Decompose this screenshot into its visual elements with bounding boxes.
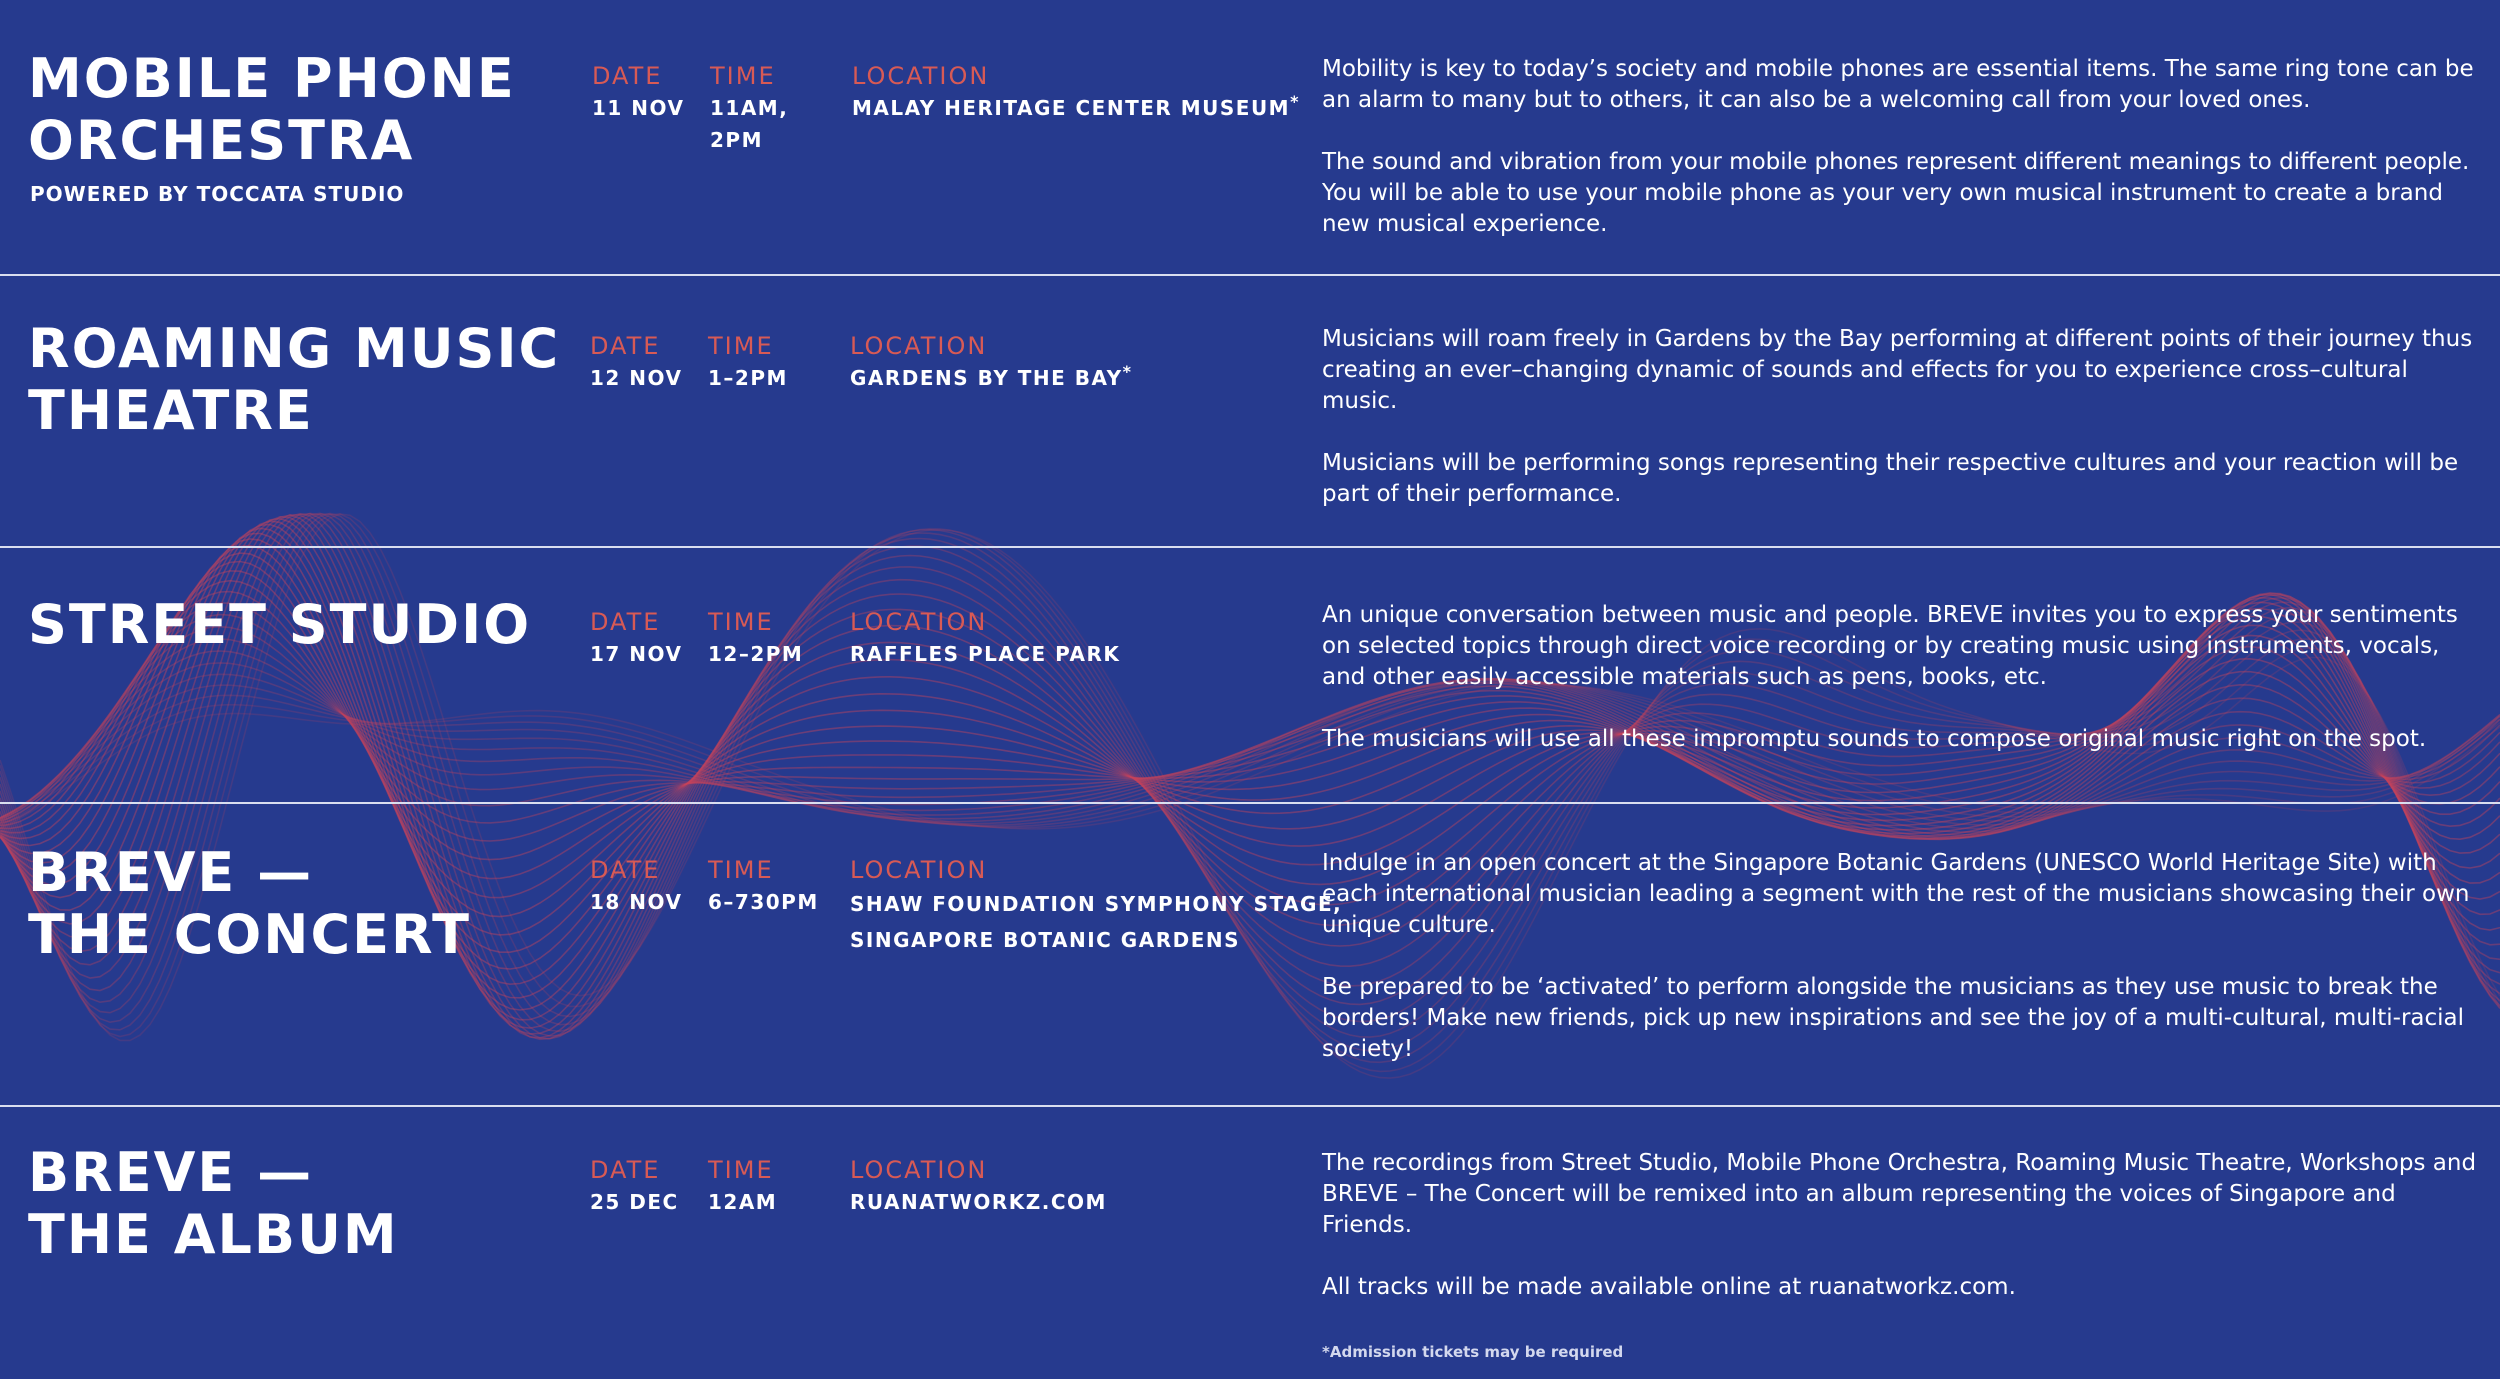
- location-label: LOCATION: [850, 332, 988, 360]
- event-location-line: SINGAPORE BOTANIC GARDENS: [850, 928, 1240, 952]
- event-title-line: STREET STUDIO: [28, 593, 532, 656]
- description-paragraph: Musicians will be performing songs representing their respective cultures and your reaction will be part of their performance.: [1322, 450, 2459, 507]
- time-label: TIME: [708, 332, 774, 360]
- event-description: [1322, 600, 2482, 786]
- event-location-line: RAFFLES PLACE PARK: [850, 642, 1121, 666]
- time-label: TIME: [708, 608, 774, 636]
- event-time-line: 12–2PM: [708, 642, 804, 666]
- event-title-line: BREVE —: [28, 1141, 314, 1204]
- event-location-line: MALAY HERITAGE CENTER MUSEUM: [852, 96, 1291, 120]
- event-location-line: GARDENS BY THE BAY: [850, 366, 1123, 390]
- event-title-line: THE ALBUM: [28, 1203, 399, 1266]
- event-title: [28, 1142, 399, 1266]
- date-label: DATE: [592, 62, 663, 90]
- event-description: [1322, 324, 2482, 541]
- event-location: [850, 1186, 1107, 1218]
- event-time: [710, 92, 788, 156]
- event-time-line: 2PM: [710, 128, 763, 152]
- description-paragraph: All tracks will be made available online at ruanatworkz.com.: [1322, 1274, 2016, 1300]
- date-label: DATE: [590, 608, 661, 636]
- event-title-line: THEATRE: [28, 379, 314, 442]
- event-title-line: THE CONCERT: [28, 903, 471, 966]
- description-paragraph: Be prepared to be ‘activated’ to perform alongside the musicians as they use music to break the borders! Make new friends, pick up new inspirations and see the joy of a multi-cultural, multi-racial society!: [1322, 974, 2465, 1062]
- event-title: [28, 48, 516, 172]
- event-date: 12 NOV: [590, 366, 683, 390]
- time-label: TIME: [708, 1156, 774, 1184]
- description-paragraph: Musicians will roam freely in Gardens by the Bay performing at different points of their journey thus creating an ever–changing dynamic of sounds and effects for you to experience cross–cultural music.: [1322, 326, 2473, 414]
- event-location: [850, 886, 1342, 958]
- admission-footnote: *Admission tickets may be required: [1322, 1343, 1624, 1361]
- event-title-line: BREVE —: [28, 841, 314, 904]
- event-time: [708, 638, 803, 670]
- divider: [0, 802, 2500, 804]
- event-location-line: SHAW FOUNDATION SYMPHONY STAGE,: [850, 892, 1343, 916]
- event-location-line: RUANATWORKZ.COM: [850, 1190, 1107, 1214]
- location-label: LOCATION: [852, 62, 990, 90]
- event-title: [28, 594, 531, 656]
- date-label: DATE: [590, 332, 661, 360]
- location-label: LOCATION: [850, 856, 988, 884]
- description-paragraph: An unique conversation between music and people. BREVE invites you to express your sentiments on selected topics through direct voice recording or by creating music using instruments, vocals, and other easily accessible materials such as pens, books, etc.: [1322, 602, 2458, 690]
- time-label: TIME: [708, 856, 774, 884]
- location-label: LOCATION: [850, 1156, 988, 1184]
- event-subtitle: POWERED BY TOCCATA STUDIO: [30, 182, 405, 206]
- event-date: 25 DEC: [590, 1190, 679, 1214]
- date-label: DATE: [590, 856, 661, 884]
- description-paragraph: The recordings from Street Studio, Mobile Phone Orchestra, Roaming Music Theatre, Workshops and BREVE – The Concert will be remixed into an album representing the voices of Singapore and Friends.: [1322, 1150, 2477, 1238]
- admission-asterisk: *: [1122, 362, 1133, 381]
- event-title-line: ORCHESTRA: [28, 109, 415, 172]
- description-paragraph: The musicians will use all these impromptu sounds to compose original music right on the spot.: [1322, 726, 2427, 752]
- event-description: [1322, 1148, 2482, 1334]
- event-time-line: 6–730PM: [708, 890, 819, 914]
- event-title: [28, 842, 471, 966]
- description-paragraph: The sound and vibration from your mobile phones represent different meanings to different people. You will be able to use your mobile phone as your very own musical instrument to create a brand new musical experience.: [1322, 149, 2470, 237]
- event-description: [1322, 848, 2482, 1096]
- location-label: LOCATION: [850, 608, 988, 636]
- event-date: 11 NOV: [592, 96, 685, 120]
- event-time-line: 1–2PM: [708, 366, 788, 390]
- description-paragraph: Mobility is key to today’s society and mobile phones are essential items. The same ring tone can be an alarm to many but to others, it can also be a welcoming call from your loved ones.: [1322, 56, 2474, 113]
- event-time: [708, 362, 788, 394]
- divider: [0, 1105, 2500, 1107]
- event-location: [850, 638, 1120, 670]
- divider: [0, 274, 2500, 276]
- event-title: [28, 318, 560, 442]
- event-title-line: ROAMING MUSIC: [28, 317, 561, 380]
- date-label: DATE: [590, 1156, 661, 1184]
- event-date: 18 NOV: [590, 890, 683, 914]
- admission-asterisk: *: [1290, 92, 1300, 111]
- event-location: [852, 92, 1300, 124]
- event-time: [708, 1186, 777, 1218]
- description-paragraph: Indulge in an open concert at the Singapore Botanic Gardens (UNESCO World Heritage Site) with each international musician leading a segment with the rest of the musicians showcasing their own unique culture.: [1322, 850, 2470, 938]
- event-time-line: 12AM: [708, 1190, 778, 1214]
- event-description: [1322, 54, 2482, 271]
- event-time: [708, 886, 819, 918]
- event-time-line: 11AM,: [710, 96, 789, 120]
- event-location: [850, 362, 1132, 394]
- event-title-line: MOBILE PHONE: [28, 47, 516, 110]
- divider: [0, 546, 2500, 548]
- event-date: 17 NOV: [590, 642, 683, 666]
- time-label: TIME: [710, 62, 776, 90]
